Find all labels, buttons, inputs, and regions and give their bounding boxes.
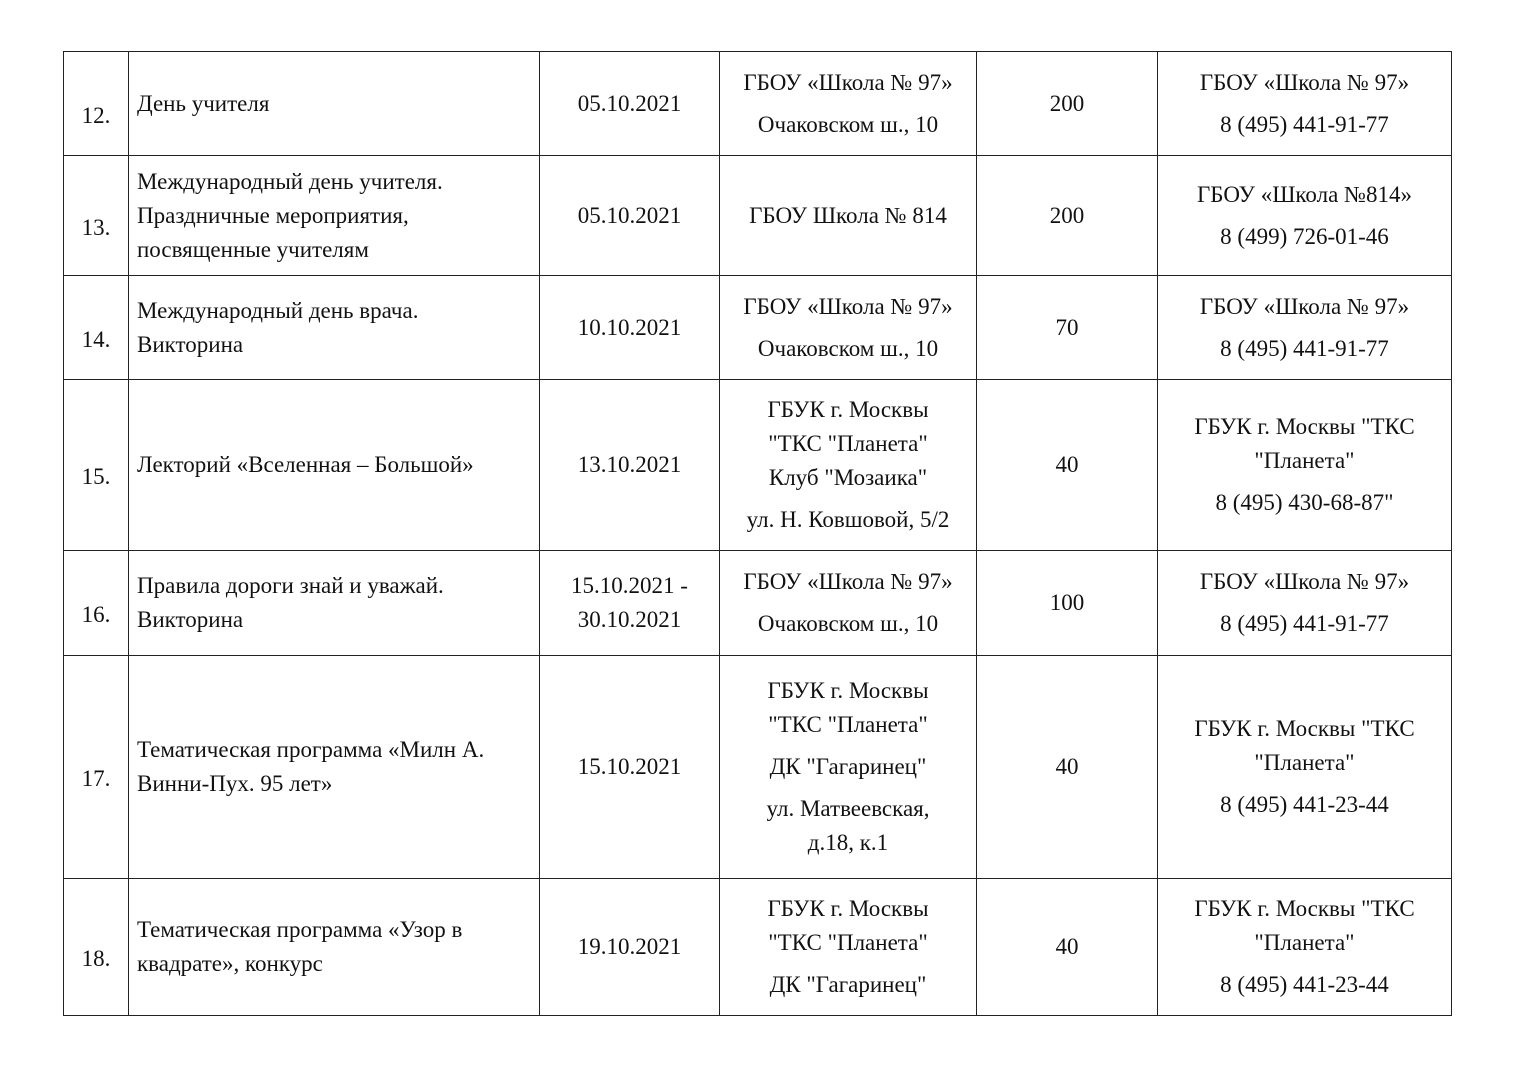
paragraph-gap [728,784,968,792]
table-row [64,656,1452,879]
event-venue-line: Очаковском ш., 10 [757,111,939,137]
paragraph-gap [1166,599,1443,607]
event-date-line: 05.10.2021 [577,202,682,228]
organizer-contact-line: 8 (495) 441-23-44 [1220,792,1389,817]
paragraph-gap [1166,324,1443,332]
event-venue-cell [720,276,977,380]
event-date-cell [540,276,720,380]
event-name-cell [129,551,540,656]
participants-count-cell [977,52,1158,156]
paragraph-gap [1166,780,1443,788]
row-number-cell [64,276,129,380]
paragraph-gap [728,324,968,332]
organizer-contact-cell [1158,156,1452,276]
table-row [64,276,1452,380]
event-venue-line: ДК "Гагаринец" [769,972,927,997]
row-number-cell [64,879,129,1016]
participants-count: 40 [1055,452,1079,477]
event-date-line: 15.10.2021 - [571,573,688,598]
event-venue-cell [720,52,977,156]
table-row [64,879,1452,1016]
row-number: 16. [81,602,111,627]
organizer-contact-line: ГБУК г. Москвы "ТКС [1194,716,1415,741]
event-date-line: 15.10.2021 [577,754,682,779]
organizer-contact-line: 8 (495) 441-23-44 [1220,972,1389,997]
event-venue-line: ГБУК г. Москвы [767,896,929,921]
event-name-cell [129,656,540,879]
event-name-line: Международный день учителя. [137,168,443,194]
event-venue-cell [720,656,977,879]
event-date-cell [540,380,720,551]
organizer-contact-line: "Планета" [1254,750,1355,775]
event-name-line: Лекторий «Вселенная – Большой» [137,452,474,477]
participants-count: 40 [1055,754,1079,779]
event-name-line: квадрате», конкурс [137,951,323,976]
table-row [64,52,1452,156]
organizer-contact-line: "Планета" [1254,930,1355,955]
organizer-contact-cell [1158,551,1452,656]
participants-count: 70 [1055,314,1079,340]
event-venue-line: Клуб "Мозаика" [768,465,928,490]
organizer-contact-line: ГБУК г. Москвы "ТКС [1194,414,1415,439]
event-name-line: День учителя [137,90,270,116]
row-number: 18. [81,946,111,971]
events-table-body [64,52,1452,1016]
event-date-line: 10.10.2021 [577,314,682,340]
event-date-cell [540,52,720,156]
participants-count-cell [977,656,1158,879]
event-venue-line: ГБОУ «Школа № 97» [743,69,953,95]
event-venue-line: ГБУК г. Москвы [767,678,929,703]
row-number: 15. [81,464,111,489]
event-venue-line: ГБУК г. Москвы [767,397,929,422]
organizer-contact-line: 8 (495) 441-91-77 [1220,111,1389,137]
row-number: 13. [81,214,111,240]
event-venue-line: "ТКС "Планета" [768,712,928,737]
participants-count-cell [977,551,1158,656]
event-venue-line: ул. Н. Ковшовой, 5/2 [746,507,950,532]
organizer-contact-line: 8 (495) 441-91-77 [1220,611,1389,636]
row-number-cell [64,380,129,551]
row-number-cell [64,656,129,879]
event-date-cell [540,156,720,276]
organizer-contact-line: 8 (499) 726-01-46 [1220,223,1389,249]
organizer-contact-line: ГБОУ «Школа № 97» [1199,69,1410,95]
organizer-contact-line: ГБОУ «Школа № 97» [1199,569,1410,594]
row-number-cell [64,52,129,156]
participants-count-cell [977,879,1158,1016]
event-venue-line: ГБОУ Школа № 814 [749,202,947,228]
paragraph-gap [1166,212,1443,220]
event-venue-cell [720,380,977,551]
participants-count: 200 [1049,90,1085,116]
event-name-line: Правила дороги знай и уважай. [137,573,444,598]
organizer-contact-cell [1158,380,1452,551]
event-name-line: Международный день врача. [137,297,419,323]
participants-count: 100 [1049,590,1085,615]
event-venue-line: ГБОУ «Школа № 97» [743,293,953,319]
event-venue-line: "ТКС "Планета" [768,431,928,456]
event-name-cell [129,276,540,380]
event-name-cell [129,879,540,1016]
event-venue-line: Очаковском ш., 10 [757,611,939,636]
paragraph-gap [728,960,968,968]
event-date-cell [540,879,720,1016]
participants-count-cell [977,276,1158,380]
event-name-line: Викторина [137,607,244,632]
event-name-cell [129,380,540,551]
organizer-contact-cell [1158,656,1452,879]
event-name-cell [129,156,540,276]
event-name-line: Викторина [137,331,244,357]
paragraph-gap [1166,960,1443,968]
event-venue-line: ул. Матвеевская, [766,796,930,821]
participants-count: 200 [1049,202,1085,228]
participants-count: 40 [1055,934,1079,959]
event-date-cell [540,551,720,656]
table-row [64,156,1452,276]
event-venue-cell [720,156,977,276]
organizer-contact-line: ГБОУ «Школа №814» [1197,181,1412,207]
row-number: 12. [81,102,111,128]
event-venue-line: д.18, к.1 [807,830,889,855]
paragraph-gap [1166,478,1443,486]
event-venue-cell [720,551,977,656]
organizer-contact-line: ГБУК г. Москвы "ТКС [1194,896,1415,921]
event-name-line: Тематическая программа «Узор в [137,917,463,942]
events-table [63,51,1452,1016]
row-number: 14. [81,326,111,352]
event-name-cell [129,52,540,156]
event-venue-line: "ТКС "Планета" [768,930,928,955]
event-venue-line: Очаковском ш., 10 [757,335,939,361]
event-name-line: Винни-Пух. 95 лет» [137,771,333,796]
organizer-contact-cell [1158,276,1452,380]
event-venue-line: ГБОУ «Школа № 97» [743,569,953,594]
organizer-contact-cell [1158,52,1452,156]
row-number-cell [64,551,129,656]
event-venue-line: ДК "Гагаринец" [769,754,927,779]
paragraph-gap [728,495,968,503]
document-page [63,51,1452,1016]
event-date-line: 19.10.2021 [577,934,682,959]
event-name-line: посвященные учителям [137,236,369,262]
event-venue-cell [720,879,977,1016]
event-name-line: Праздничные мероприятия, [137,202,409,228]
organizer-contact-line: "Планета" [1254,448,1355,473]
organizer-contact-line: ГБОУ «Школа № 97» [1199,293,1410,319]
paragraph-gap [728,599,968,607]
row-number-cell [64,156,129,276]
event-date-line: 30.10.2021 [577,607,682,632]
table-row [64,380,1452,551]
event-name-line: Тематическая программа «Милн А. [137,737,485,762]
paragraph-gap [728,100,968,108]
participants-count-cell [977,380,1158,551]
event-date-line: 13.10.2021 [577,452,682,477]
row-number: 17. [81,766,111,791]
event-date-cell [540,656,720,879]
paragraph-gap [728,742,968,750]
organizer-contact-cell [1158,879,1452,1016]
event-date-line: 05.10.2021 [577,90,682,116]
table-row [64,551,1452,656]
paragraph-gap [1166,100,1443,108]
organizer-contact-line: 8 (495) 441-91-77 [1220,335,1389,361]
organizer-contact-line: 8 (495) 430-68-87" [1215,490,1394,515]
participants-count-cell [977,156,1158,276]
